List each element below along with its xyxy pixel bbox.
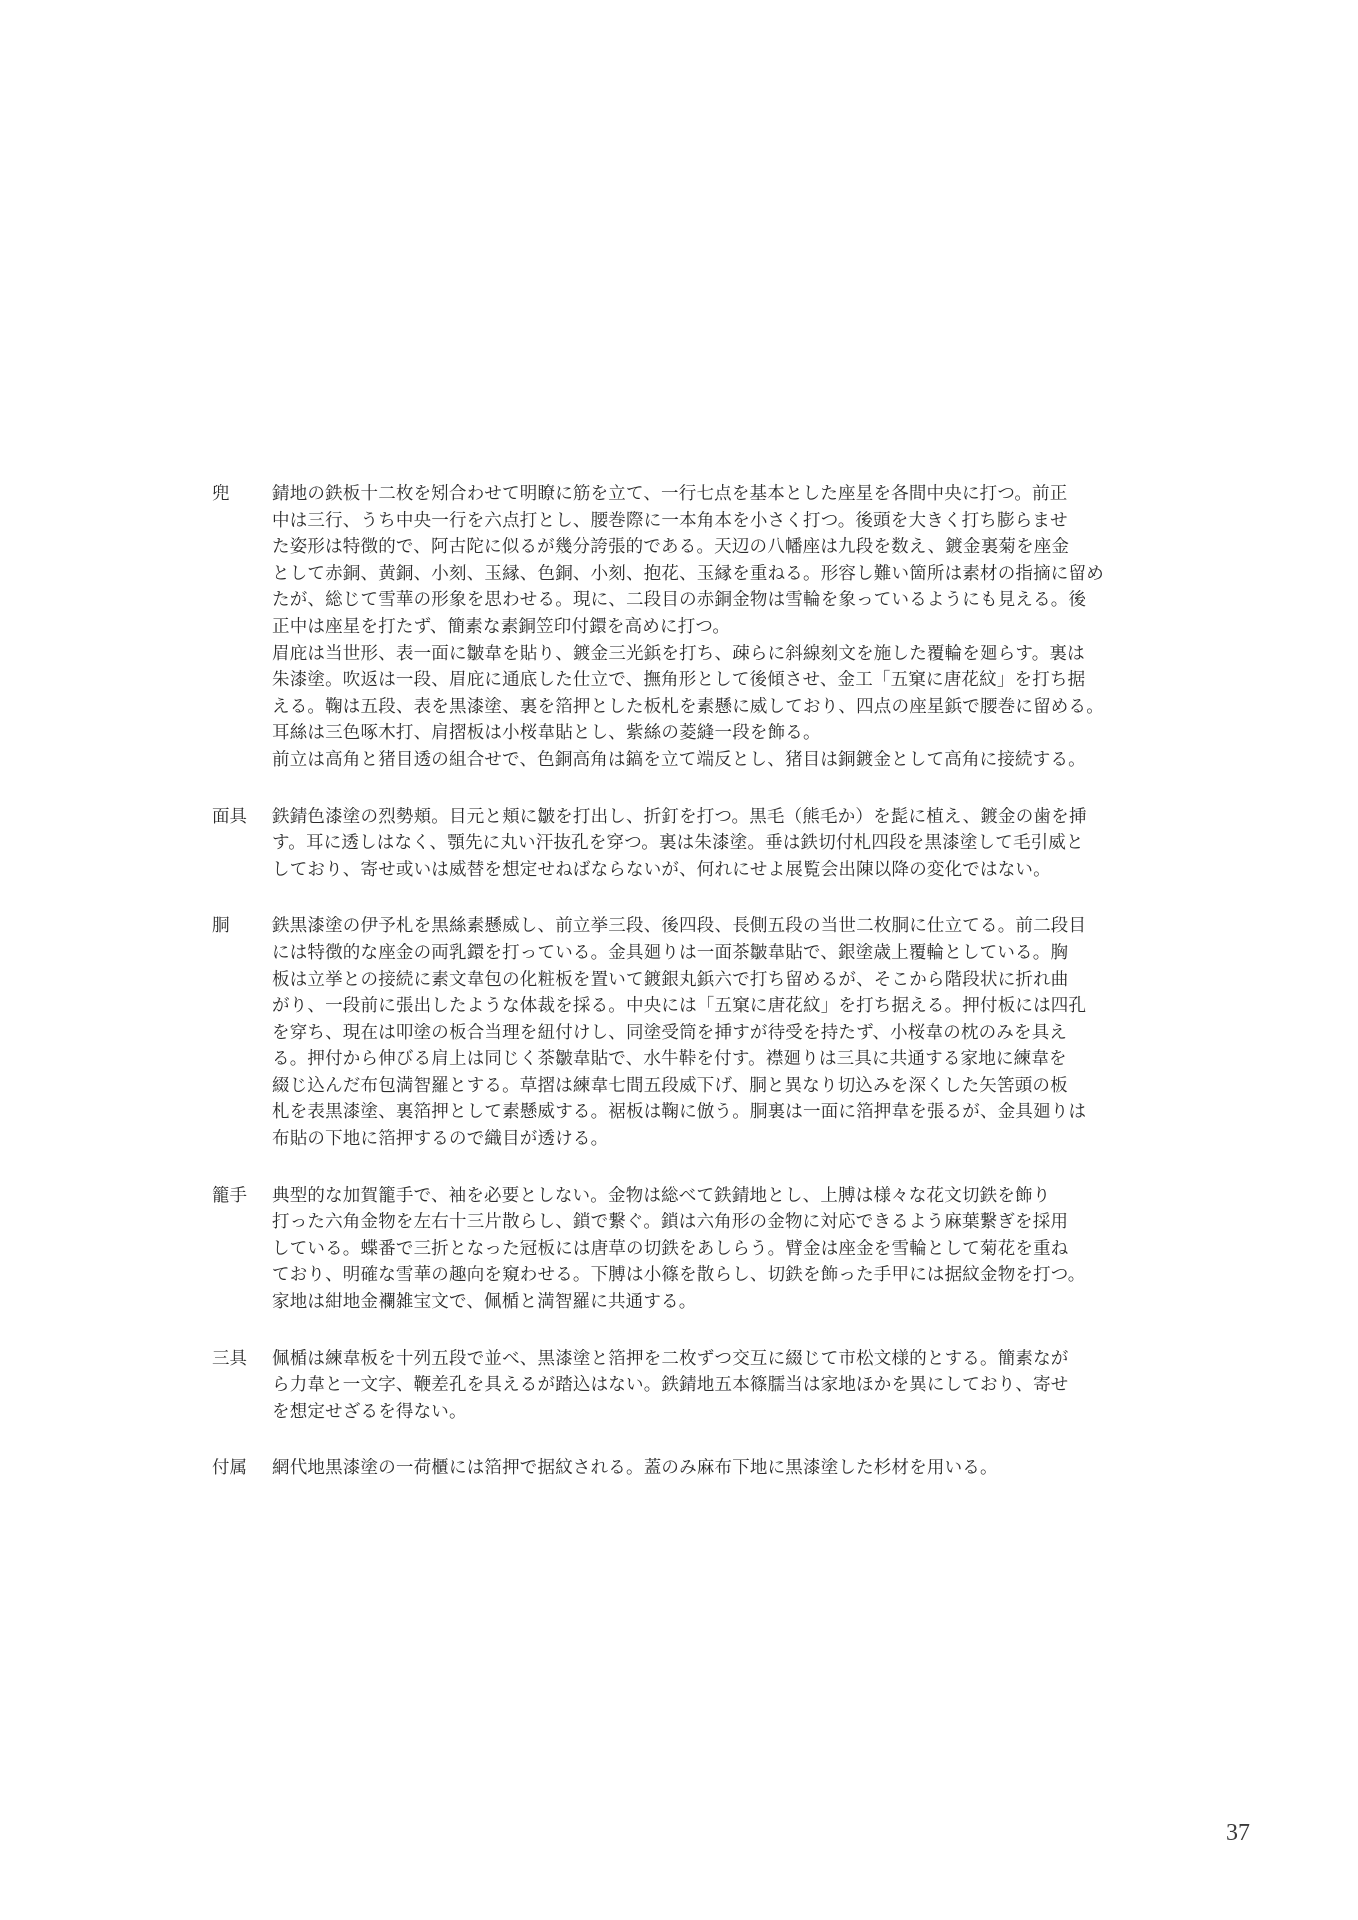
text-line: る。押付から伸びる肩上は同じく茶皺韋貼で、水牛鞐を付す。襟廻りは三具に共通する家地に練韋を	[272, 1049, 1067, 1070]
section-label: 三具	[212, 1348, 247, 1369]
text-line: た姿形は特徴的で、阿古陀に似るが幾分誇張的である。天辺の八幡座は九段を数え、鍍金裏菊を座金	[272, 537, 1070, 558]
section-label: 籠手	[212, 1185, 247, 1206]
paragraph	[272, 1346, 1172, 1426]
text-line: 綴じ込んだ布包満智羅とする。草摺は練韋七間五段威下げ、胴と異なり切込みを深くした矢筈頭の板	[272, 1075, 1068, 1096]
text-line: を想定せざるを得ない。	[272, 1401, 467, 1422]
text-line: す。耳に透しはなく、顎先に丸い汗抜孔を穿つ。裏は朱漆塗。垂は鉄切付札四段を黒漆塗して毛引威と	[272, 833, 1084, 854]
text-line: 朱漆塗。吹返は一段、眉庇に通底した仕立で、撫角形として後傾させ、金工「五窠に唐花紋」を打ち据	[272, 670, 1086, 691]
text-line: 布貼の下地に箔押するので織目が透ける。	[272, 1129, 609, 1150]
text-line: 鉄黒漆塗の伊予札を黒絲素懸威し、前立挙三段、後四段、長側五段の当世二枚胴に仕立てる。前二段目	[272, 916, 1087, 937]
text-line: しており、寄せ或いは威替を想定せねばならないが、何れにせよ展覧会出陳以降の変化ではない。	[272, 859, 1051, 880]
text-line: がり、一段前に張出したような体裁を採る。中央には「五窠に唐花紋」を打ち据える。押付板には四孔	[272, 996, 1087, 1017]
text-line: 打った六角金物を左右十三片散らし、鎖で繋ぐ。鎖は六角形の金物に対応できるよう麻葉繋ぎを採用	[272, 1212, 1069, 1233]
section-label: 面具	[212, 806, 247, 827]
paragraph	[272, 641, 1172, 747]
text-line: 鉄錆色漆塗の烈勢頬。目元と頬に皺を打出し、折釘を打つ。黒毛（熊毛か）を髭に植え、鍍金の歯を挿	[272, 806, 1087, 827]
text-line: 錆地の鉄板十二枚を矧合わせて明瞭に筋を立て、一行七点を基本とした座星を各間中央に打つ。前正	[272, 484, 1068, 504]
section-body	[272, 804, 1172, 884]
section-sangu	[212, 1346, 1172, 1426]
text-line: 佩楯は練韋板を十列五段で並べ、黒漆塗と箔押を二枚ずつ交互に綴じて市松文様的とする。簡素なが	[272, 1348, 1069, 1369]
text-line: 正中は座星を打たず、簡素な素銅笠印付鐶を高めに打つ。	[272, 616, 731, 637]
section-do	[212, 913, 1172, 1152]
section-body	[272, 481, 1172, 774]
section-label: 胴	[212, 916, 230, 937]
text-line: 網代地黒漆塗の一荷櫃には箔押で据紋される。蓋のみ麻布下地に黒漆塗した杉材を用いる。	[272, 1458, 998, 1479]
text-line: 中は三行、うち中央一行を六点打とし、腰巻際に一本角本を小さく打つ。後頭を大きく打ち膨らませ	[272, 510, 1068, 531]
text-line: たが、総じて雪華の形象を思わせる。現に、二段目の赤銅金物は雪輪を象っているようにも見える。後	[272, 590, 1087, 611]
text-line: 前立は高角と猪目透の組合せで、色銅高角は鎬を立て端反とし、猪目は銅鍍金として高角に接続する。	[272, 749, 1086, 770]
paragraph	[272, 481, 1172, 641]
page-number: 37	[1226, 1820, 1250, 1846]
text-line: 家地は紺地金襴雑宝文で、佩楯と満智羅に共通する。	[272, 1292, 697, 1313]
section-body	[272, 1346, 1172, 1426]
text-line: 札を表黒漆塗、裏箔押として素懸威する。裾板は鞠に倣う。胴裏は一面に箔押韋を張るが、金具廻りは	[272, 1102, 1087, 1123]
section-fuzoku	[212, 1455, 1172, 1482]
text-line: 眉庇は当世形、表一面に皺韋を貼り、鍍金三光鋲を打ち、疎らに斜線刻文を施した覆輪を廻らす。裏は	[272, 643, 1085, 664]
section-body	[272, 1455, 1172, 1482]
text-line: 板は立挙との接続に素文韋包の化粧板を置いて鍍銀丸鋲六で打ち留めるが、そこから階段状に折れ曲	[272, 969, 1069, 990]
text-line: している。蝶番で三折となった冠板には唐草の切鉄をあしらう。臂金は座金を雪輪として菊花を重ね	[272, 1238, 1069, 1259]
text-line: 耳絲は三色啄木打、肩摺板は小桜韋貼とし、紫絲の菱縫一段を飾る。	[272, 723, 821, 744]
section-kote	[212, 1183, 1172, 1316]
paragraph	[272, 913, 1172, 1152]
paragraph	[272, 1183, 1172, 1316]
text-line: 典型的な加賀籠手で、袖を必要としない。金物は総べて鉄錆地とし、上膊は様々な花文切鉄を飾り	[272, 1185, 1051, 1206]
section-body	[272, 1183, 1172, 1316]
text-line: ており、明確な雪華の趣向を窺わせる。下膊は小篠を散らし、切鉄を飾った手甲には据紋金物を打つ。	[272, 1265, 1086, 1286]
paragraph	[272, 747, 1172, 774]
paragraph	[272, 1455, 1172, 1482]
section-label: 付属	[212, 1458, 247, 1479]
article-body	[212, 481, 1172, 1482]
section-body	[272, 913, 1172, 1152]
section-kabuto	[212, 481, 1172, 774]
text-line: には特徴的な座金の両乳鐶を打っている。金具廻りは一面茶皺韋貼で、銀塗歳上覆輪としている。胸	[272, 942, 1069, 963]
section-mengu	[212, 804, 1172, 884]
text-line: として赤銅、黄銅、小刻、玉縁、色銅、小刻、抱花、玉縁を重ねる。形容し難い箇所は素材の指摘に留め	[272, 563, 1104, 584]
text-line: を穿ち、現在は叩塗の板合当理を紐付けし、同塗受筒を挿すが待受を持たず、小桜韋の枕のみを具え	[272, 1022, 1068, 1043]
text-line: ら力韋と一文字、鞭差孔を具えるが踏込はない。鉄錆地五本篠臑当は家地ほかを異にしており、寄せ	[272, 1375, 1069, 1396]
text-line: える。鞠は五段、表を黒漆塗、裏を箔押とした板札を素懸に威しており、四点の座星鋲で腰巻に留める。	[272, 696, 1104, 717]
paragraph	[272, 804, 1172, 884]
section-label: 兜	[212, 484, 230, 504]
